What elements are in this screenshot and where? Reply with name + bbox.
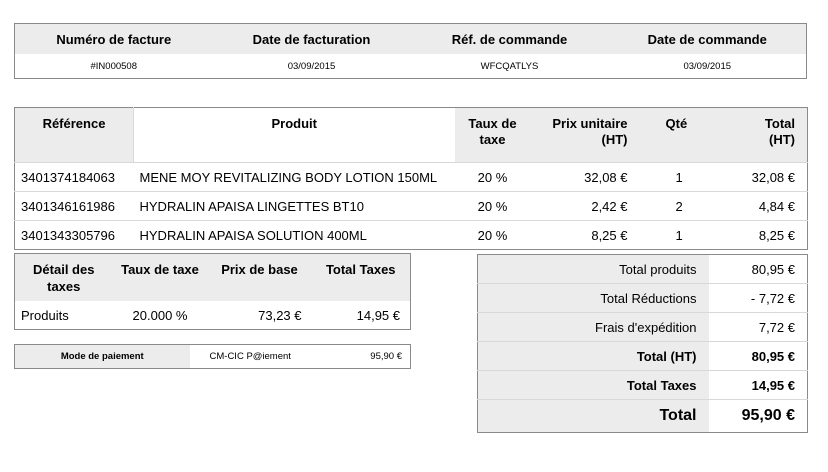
unit-price-header: Prix unitaire (HT) xyxy=(531,108,642,163)
product-reference: 3401374184063 xyxy=(15,163,134,192)
reference-header: Référence xyxy=(15,108,134,163)
product-name: MENE MOY REVITALIZING BODY LOTION 150ML xyxy=(134,163,455,192)
total-reductions-label: Total Réductions xyxy=(478,284,709,313)
shipping-label: Frais d'expédition xyxy=(478,313,709,342)
tax-detail-table xyxy=(14,253,411,330)
payment-mode-label: Mode de paiement xyxy=(15,345,190,369)
products-table xyxy=(14,107,808,250)
product-header: Produit xyxy=(134,108,455,163)
shipping-value: 7,72 € xyxy=(709,313,808,342)
product-price: 8,25 € xyxy=(531,221,642,250)
total-products-label: Total produits xyxy=(478,255,709,284)
product-price: 32,08 € xyxy=(531,163,642,192)
table-row xyxy=(15,301,411,330)
tax-rate-header: Taux de taxe xyxy=(113,254,208,302)
tax-total: 14,95 € xyxy=(356,307,400,323)
invoice-info-table xyxy=(14,23,807,79)
invoice-date: 03/09/2015 xyxy=(287,60,336,72)
total-taxes-value: 14,95 € xyxy=(709,371,808,400)
invoice-number: #IN000508 xyxy=(90,60,137,72)
total-ht-value: 80,95 € xyxy=(709,342,808,371)
table-row xyxy=(15,163,808,192)
invoice-date-header: Date de facturation xyxy=(213,24,411,55)
tax-base: 73,23 € xyxy=(258,307,302,323)
order-ref: WFCQATLYS xyxy=(480,60,539,72)
product-name: HYDRALIN APAISA SOLUTION 400ML xyxy=(134,221,455,250)
product-price: 2,42 € xyxy=(531,192,642,221)
product-qty: 2 xyxy=(642,192,712,221)
total-taxes-header: Total Taxes xyxy=(312,254,411,302)
tax-detail-header: Détail des taxes xyxy=(15,254,113,302)
total-ht-label: Total (HT) xyxy=(478,342,709,371)
product-tax: 20 % xyxy=(455,221,531,250)
tax-rate: 20.000 % xyxy=(132,307,188,323)
product-total: 8,25 € xyxy=(712,221,808,250)
product-qty: 1 xyxy=(642,163,712,192)
order-ref-header: Réf. de commande xyxy=(411,24,609,55)
total-reductions-value: - 7,72 € xyxy=(709,284,808,313)
grand-total-value: 95,90 € xyxy=(709,400,808,433)
invoice-number-header: Numéro de facture xyxy=(15,24,213,55)
grand-total-label: Total xyxy=(478,400,709,433)
product-reference: 3401343305796 xyxy=(15,221,134,250)
payment-amount: 95,90 € xyxy=(370,351,402,362)
product-name: HYDRALIN APAISA LINGETTES BT10 xyxy=(134,192,455,221)
line-total-header: Total (HT) xyxy=(712,108,808,163)
base-price-header: Prix de base xyxy=(208,254,312,302)
tax-category: Produits xyxy=(21,307,69,323)
table-row xyxy=(15,192,808,221)
table-row xyxy=(15,221,808,250)
product-qty: 1 xyxy=(642,221,712,250)
order-date: 03/09/2015 xyxy=(683,60,732,72)
product-tax: 20 % xyxy=(455,192,531,221)
product-reference: 3401346161986 xyxy=(15,192,134,221)
payment-method: CM-CIC P@iement xyxy=(209,351,291,362)
quantity-header: Qté xyxy=(642,108,712,163)
product-total: 4,84 € xyxy=(712,192,808,221)
order-date-header: Date de commande xyxy=(609,24,807,55)
product-tax: 20 % xyxy=(455,163,531,192)
payment-table xyxy=(14,344,411,369)
total-taxes-label: Total Taxes xyxy=(478,371,709,400)
total-products-value: 80,95 € xyxy=(751,261,795,277)
totals-table xyxy=(477,254,808,433)
tax-rate-header: Taux de taxe xyxy=(455,108,531,163)
product-total: 32,08 € xyxy=(712,163,808,192)
